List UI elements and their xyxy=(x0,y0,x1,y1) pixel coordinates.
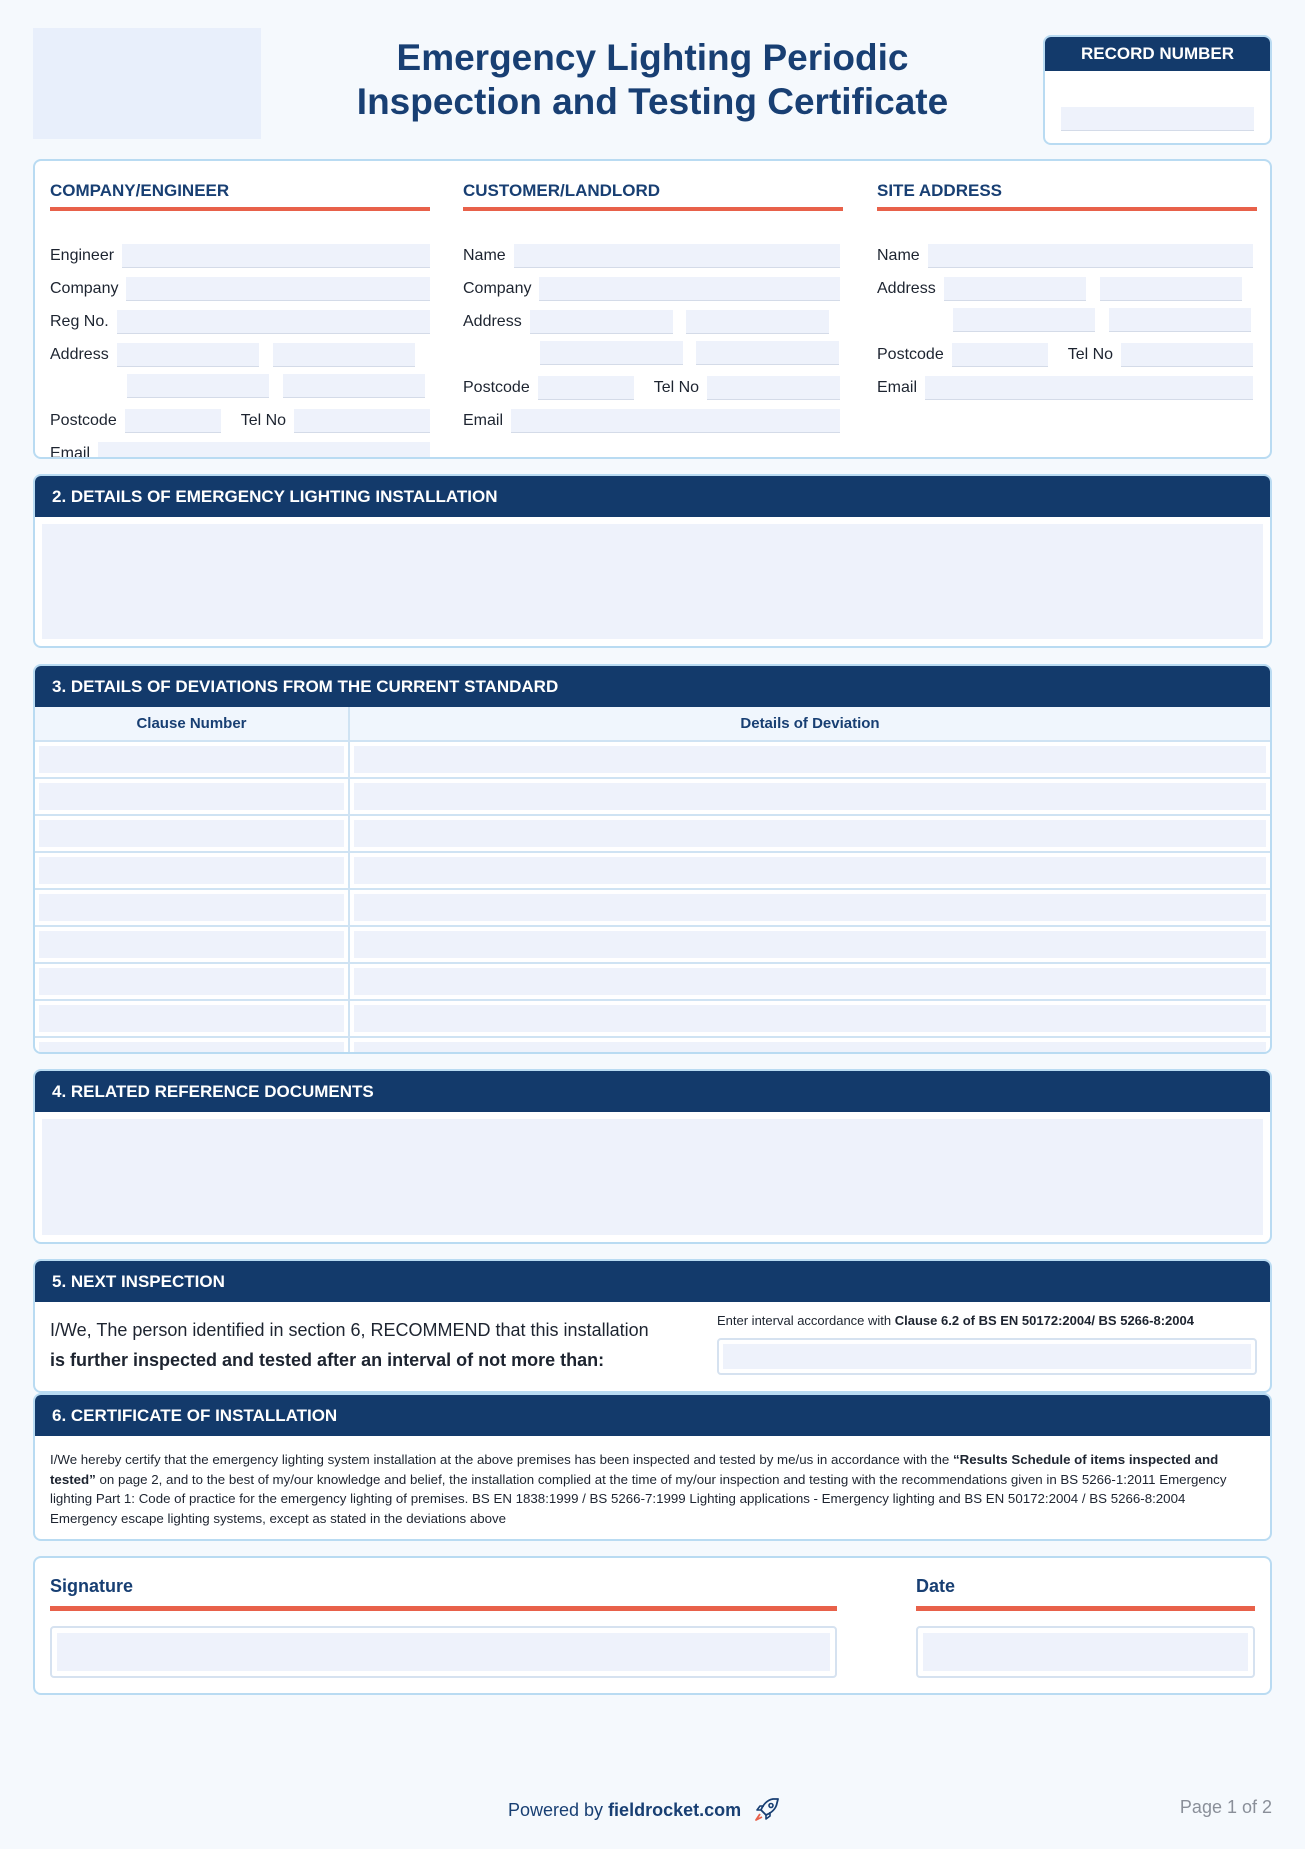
clause-number-cell[interactable] xyxy=(39,968,344,995)
section-5-title: 5. NEXT INSPECTION xyxy=(35,1261,1270,1302)
site-postcode-field[interactable] xyxy=(952,343,1048,367)
certificate-section xyxy=(33,1393,1272,1541)
site-address-field-4[interactable] xyxy=(1109,308,1251,332)
signature-label: Signature xyxy=(50,1576,134,1596)
table-row xyxy=(35,741,1270,778)
page-number: Page 1 of 2 xyxy=(1179,1797,1272,1817)
table-row xyxy=(35,1000,1270,1037)
section-3-title: 3. DETAILS OF DEVIATIONS FROM THE CURRENT STANDARD xyxy=(35,666,1270,707)
clause-number-cell[interactable] xyxy=(39,783,344,810)
company-engineer-column: COMPANY/ENGINEER Engineer Company Reg No. Address Postcode Tel No Email xyxy=(50,179,430,217)
table-row xyxy=(35,963,1270,1000)
customer-email-field[interactable] xyxy=(511,409,840,433)
postcode-field[interactable] xyxy=(125,409,221,433)
clause-number-cell[interactable] xyxy=(39,1042,344,1054)
rocket-icon xyxy=(753,1796,781,1824)
details-of-deviation-header: Details of Deviation xyxy=(349,707,1270,741)
site-tel-field[interactable] xyxy=(1121,343,1253,367)
customer-address-field-1[interactable] xyxy=(530,310,673,334)
address-field-1[interactable] xyxy=(117,343,259,367)
interval-note: Enter interval accordance with Clause 6.2 of BS EN 50172:2004/ BS 5266-8:2004 xyxy=(717,1313,1194,1328)
section-2-title: 2. DETAILS OF EMERGENCY LIGHTING INSTALLATION xyxy=(35,476,1270,517)
deviation-details-cell[interactable] xyxy=(354,894,1266,921)
deviation-details-cell[interactable] xyxy=(354,1005,1266,1032)
company-field[interactable] xyxy=(126,277,430,301)
site-address-field-1[interactable] xyxy=(944,277,1086,301)
customer-landlord-title: CUSTOMER/LANDLORD xyxy=(463,181,661,200)
signature-field[interactable] xyxy=(50,1626,837,1678)
deviation-details-cell[interactable] xyxy=(354,1042,1266,1054)
site-name-field[interactable] xyxy=(928,244,1253,268)
address-field-3[interactable] xyxy=(127,374,269,398)
page-title: Emergency Lighting Periodic Inspection and Testing Certificate xyxy=(356,37,949,122)
clause-number-cell[interactable] xyxy=(39,1005,344,1032)
table-row xyxy=(35,852,1270,889)
record-number-box xyxy=(1043,35,1272,145)
deviation-details-cell[interactable] xyxy=(354,820,1266,847)
installation-details-section xyxy=(33,474,1272,648)
customer-address-field-2[interactable] xyxy=(686,310,829,334)
brand-link[interactable]: fieldrocket.com xyxy=(608,1799,742,1820)
clause-number-cell[interactable] xyxy=(39,746,344,773)
email-field[interactable] xyxy=(98,442,430,459)
customer-address-field-4[interactable] xyxy=(696,341,839,365)
record-number-input[interactable] xyxy=(1061,107,1254,131)
company-engineer-title: COMPANY/ENGINEER xyxy=(50,181,230,200)
footer-branding: Powered by fieldrocket.com xyxy=(508,1796,781,1824)
deviation-details-cell[interactable] xyxy=(354,931,1266,958)
table-row xyxy=(35,926,1270,963)
deviations-table xyxy=(35,707,1270,1054)
company-logo-placeholder xyxy=(33,28,261,139)
section-4-title: 4. RELATED REFERENCE DOCUMENTS xyxy=(35,1071,1270,1112)
clause-number-cell[interactable] xyxy=(39,820,344,847)
deviation-details-cell[interactable] xyxy=(354,746,1266,773)
deviation-details-cell[interactable] xyxy=(354,857,1266,884)
reference-documents-section xyxy=(33,1069,1272,1244)
next-inspection-statement: I/We, The person identified in section 6, RECOMMEND that this installation is further inspected and tested after an interval of not more than: xyxy=(50,1320,649,1370)
reference-documents-field[interactable] xyxy=(42,1119,1263,1235)
site-address-field-3[interactable] xyxy=(953,308,1095,332)
clause-number-cell[interactable] xyxy=(39,894,344,921)
customer-name-field[interactable] xyxy=(514,244,840,268)
deviation-details-cell[interactable] xyxy=(354,968,1266,995)
installation-details-field[interactable] xyxy=(42,524,1263,639)
clause-number-cell[interactable] xyxy=(39,857,344,884)
section-6-title: 6. CERTIFICATE OF INSTALLATION xyxy=(35,1395,1270,1436)
deviation-details-cell[interactable] xyxy=(354,783,1266,810)
interval-input[interactable] xyxy=(717,1338,1257,1375)
table-row xyxy=(35,815,1270,852)
customer-company-field[interactable] xyxy=(539,277,840,301)
table-row xyxy=(35,778,1270,815)
certificate-statement: I/We hereby certify that the emergency lighting system installation at the above premises has been inspected and tested by me/us in accordance with the “Results Schedule of items inspected and tested” on page 2, and to the best of my/our knowledge and belief, the installation complied at the time of my/our inspection and testing with the recommendations given in BS 5266-1:2011 Emergency lighting Part 1: Code of practice for the emergency lighting of premises. BS EN 1838:1999 / BS 5266-7:1999 Lighting applications - Emergency lighting and BS EN 50172:2004 / BS 5266-8:2004 Emergency escape lighting systems, except as stated in the deviations above xyxy=(50,1452,1227,1526)
site-address-field-2[interactable] xyxy=(1100,277,1242,301)
parties-card xyxy=(33,159,1272,459)
signoff-card xyxy=(33,1556,1272,1695)
date-field[interactable] xyxy=(916,1626,1255,1678)
customer-postcode-field[interactable] xyxy=(538,376,634,400)
customer-tel-field[interactable] xyxy=(707,376,840,400)
record-number-label: RECORD NUMBER xyxy=(1045,37,1270,71)
next-inspection-section xyxy=(33,1259,1272,1393)
address-field-2[interactable] xyxy=(273,343,415,367)
customer-address-field-3[interactable] xyxy=(540,341,683,365)
customer-landlord-column: CUSTOMER/LANDLORD Name Company Address Postcode Tel No Email xyxy=(463,179,843,217)
clause-number-header: Clause Number xyxy=(35,707,349,741)
tel-field[interactable] xyxy=(294,409,430,433)
table-row xyxy=(35,1037,1270,1054)
reg-no-field[interactable] xyxy=(117,310,430,334)
clause-number-cell[interactable] xyxy=(39,931,344,958)
address-field-4[interactable] xyxy=(283,374,425,398)
site-address-title: SITE ADDRESS xyxy=(877,181,1003,200)
site-email-field[interactable] xyxy=(925,376,1253,400)
date-label: Date xyxy=(916,1576,956,1596)
deviations-section xyxy=(33,664,1272,1054)
engineer-field[interactable] xyxy=(122,244,430,268)
site-address-column: SITE ADDRESS Name Address Postcode Tel No Email xyxy=(877,179,1257,217)
table-row xyxy=(35,889,1270,926)
